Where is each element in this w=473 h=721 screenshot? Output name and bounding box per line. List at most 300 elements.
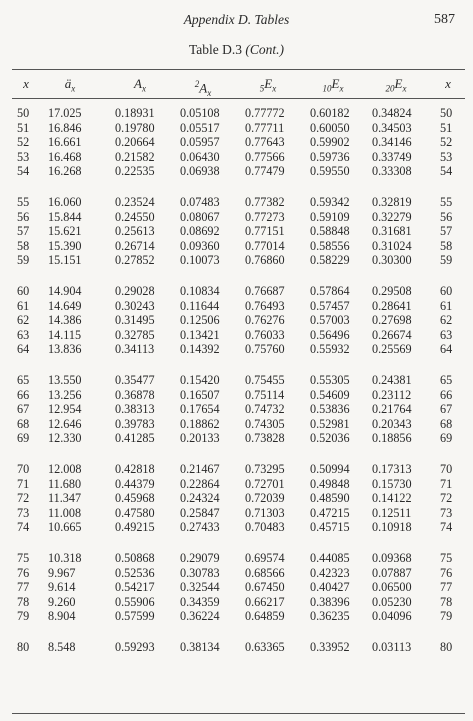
cell-insurance: 0.50868 xyxy=(115,551,155,565)
table-row xyxy=(0,106,473,121)
table-row xyxy=(0,253,473,268)
cell-x: 67 xyxy=(17,402,30,417)
cell-insurance: 0.21582 xyxy=(115,149,155,164)
cell-endowment-5: 0.72039 xyxy=(245,491,285,506)
table-top-rule xyxy=(12,69,465,70)
cell-endowment-20: 0.30300 xyxy=(372,253,412,268)
cell-x-right: 62 xyxy=(440,313,453,328)
cell-insurance: 0.23524 xyxy=(115,195,155,209)
cell-insurance: 0.29028 xyxy=(115,284,155,298)
cell-insurance-second-moment: 0.29079 xyxy=(180,551,220,565)
cell-endowment-20: 0.32819 xyxy=(372,195,412,209)
cell-endowment-5: 0.72701 xyxy=(245,476,285,491)
cell-annuity: 16.268 xyxy=(48,164,82,179)
running-title: Appendix D. Tables xyxy=(183,12,290,27)
cell-endowment-5: 0.77772 xyxy=(245,106,285,120)
table-row xyxy=(0,640,473,655)
cell-insurance: 0.36878 xyxy=(115,387,155,402)
col-header-annuity xyxy=(50,73,90,95)
col-header-endowment-10-pre: 10 xyxy=(322,83,332,94)
cell-endowment-20: 0.25569 xyxy=(372,342,412,357)
table-row xyxy=(0,210,473,225)
cell-annuity: 17.025 xyxy=(48,106,82,120)
cell-insurance: 0.35477 xyxy=(115,373,155,387)
cell-annuity: 16.060 xyxy=(48,195,82,209)
table-row xyxy=(0,224,473,239)
cell-endowment-20: 0.10918 xyxy=(372,520,412,535)
cell-insurance-second-moment: 0.24324 xyxy=(180,491,220,506)
cell-insurance-second-moment: 0.30783 xyxy=(180,565,220,580)
cell-annuity: 9.260 xyxy=(48,594,76,609)
cell-insurance-second-moment: 0.16507 xyxy=(180,387,220,402)
cell-x-right: 66 xyxy=(440,387,453,402)
cell-endowment-10: 0.42323 xyxy=(310,565,350,580)
cell-endowment-5: 0.75114 xyxy=(245,387,285,402)
cell-endowment-20: 0.33308 xyxy=(372,164,412,179)
table-note: (Cont.) xyxy=(245,42,285,57)
cell-endowment-5: 0.76033 xyxy=(245,327,285,342)
cell-endowment-20: 0.31681 xyxy=(372,224,412,239)
table-row xyxy=(0,595,473,610)
cell-insurance-second-moment: 0.32544 xyxy=(180,580,220,595)
table-header-rule xyxy=(12,98,465,99)
cell-x-right: 70 xyxy=(440,462,453,476)
cell-insurance: 0.18931 xyxy=(115,106,155,120)
cell-endowment-20: 0.26674 xyxy=(372,327,412,342)
table-caption xyxy=(0,42,473,58)
cell-x: 58 xyxy=(17,238,30,253)
cell-insurance-second-moment: 0.13421 xyxy=(180,327,220,342)
cell-endowment-5: 0.66217 xyxy=(245,594,285,609)
cell-annuity: 16.661 xyxy=(48,135,82,150)
cell-insurance: 0.39783 xyxy=(115,416,155,431)
cell-x-right: 77 xyxy=(440,580,453,595)
table-row xyxy=(0,551,473,566)
cell-annuity: 15.621 xyxy=(48,224,82,239)
col-header-insurance xyxy=(115,73,165,95)
col-header-insurance-second-moment-sub: x xyxy=(207,87,212,98)
cell-x-right: 58 xyxy=(440,238,453,253)
col-header-endowment-20-symbol: E xyxy=(394,76,403,91)
cell-endowment-10: 0.59550 xyxy=(310,164,350,179)
table-row xyxy=(0,417,473,432)
cell-endowment-20: 0.17313 xyxy=(372,462,412,476)
cell-endowment-10: 0.59736 xyxy=(310,149,350,164)
cell-endowment-20: 0.28641 xyxy=(372,298,412,313)
cell-endowment-10: 0.52981 xyxy=(310,416,350,431)
col-header-insurance-second-moment-pre: 2 xyxy=(194,79,200,89)
cell-x-right: 60 xyxy=(440,284,453,298)
cell-x: 79 xyxy=(17,609,30,624)
cell-endowment-10: 0.44085 xyxy=(310,551,350,565)
cell-insurance-second-moment: 0.34359 xyxy=(180,594,220,609)
cell-annuity: 15.844 xyxy=(48,209,82,224)
cell-insurance: 0.26714 xyxy=(115,238,155,253)
cell-insurance: 0.30243 xyxy=(115,298,155,313)
cell-x: 69 xyxy=(17,431,30,446)
cell-x-right: 55 xyxy=(440,195,453,209)
cell-annuity: 8.548 xyxy=(48,640,76,654)
cell-insurance: 0.49215 xyxy=(115,520,155,535)
cell-insurance: 0.42818 xyxy=(115,462,155,476)
cell-endowment-20: 0.23112 xyxy=(372,387,412,402)
cell-insurance-second-moment: 0.05108 xyxy=(180,106,220,120)
cell-x-right: 50 xyxy=(440,106,453,120)
cell-endowment-10: 0.48590 xyxy=(310,491,350,506)
cell-x-right: 52 xyxy=(440,135,453,150)
cell-x: 66 xyxy=(17,387,30,402)
cell-insurance-second-moment: 0.36224 xyxy=(180,609,220,624)
cell-endowment-20: 0.27698 xyxy=(372,313,412,328)
cell-x-right: 54 xyxy=(440,164,453,179)
table-row xyxy=(0,609,473,624)
cell-endowment-10: 0.47215 xyxy=(310,505,350,520)
cell-endowment-5: 0.77014 xyxy=(245,238,285,253)
cell-insurance-second-moment: 0.11644 xyxy=(180,298,220,313)
cell-insurance-second-moment: 0.20133 xyxy=(180,431,220,446)
cell-insurance: 0.27852 xyxy=(115,253,155,268)
cell-insurance-second-moment: 0.10073 xyxy=(180,253,220,268)
cell-x-right: 72 xyxy=(440,491,453,506)
cell-endowment-5: 0.76276 xyxy=(245,313,285,328)
cell-x: 72 xyxy=(17,491,30,506)
cell-endowment-10: 0.33952 xyxy=(310,640,350,654)
cell-endowment-20: 0.24381 xyxy=(372,373,412,387)
cell-insurance-second-moment: 0.06430 xyxy=(180,149,220,164)
table-row xyxy=(0,164,473,179)
cell-x-right: 79 xyxy=(440,609,453,624)
cell-x-right: 74 xyxy=(440,520,453,535)
cell-endowment-5: 0.75455 xyxy=(245,373,285,387)
cell-x-right: 71 xyxy=(440,476,453,491)
table-row xyxy=(0,121,473,136)
cell-endowment-5: 0.76493 xyxy=(245,298,285,313)
table-row xyxy=(0,566,473,581)
cell-insurance-second-moment: 0.08067 xyxy=(180,209,220,224)
col-header-annuity-sub: x xyxy=(71,83,76,94)
cell-annuity: 8.904 xyxy=(48,609,76,624)
table-row xyxy=(0,477,473,492)
cell-x: 53 xyxy=(17,149,30,164)
cell-endowment-5: 0.75760 xyxy=(245,342,285,357)
col-header-insurance-symbol: A xyxy=(134,76,142,91)
page-number: 587 xyxy=(434,12,455,27)
cell-endowment-10: 0.58229 xyxy=(310,253,350,268)
cell-insurance-second-moment: 0.05517 xyxy=(180,120,220,135)
cell-insurance: 0.47580 xyxy=(115,505,155,520)
cell-endowment-20: 0.18856 xyxy=(372,431,412,446)
col-header-endowment-20 xyxy=(368,73,424,95)
cell-endowment-5: 0.77566 xyxy=(245,149,285,164)
cell-endowment-10: 0.58848 xyxy=(310,224,350,239)
cell-endowment-20: 0.34824 xyxy=(372,106,412,120)
cell-endowment-20: 0.20343 xyxy=(372,416,412,431)
cell-endowment-10: 0.55932 xyxy=(310,342,350,357)
table-row xyxy=(0,491,473,506)
cell-x: 80 xyxy=(17,640,30,654)
col-header-endowment-10-sub: x xyxy=(339,83,344,94)
cell-insurance-second-moment: 0.18862 xyxy=(180,416,220,431)
col-header-endowment-5-sub: x xyxy=(272,83,277,94)
cell-x: 61 xyxy=(17,298,30,313)
cell-x-right: 69 xyxy=(440,431,453,446)
cell-endowment-20: 0.33749 xyxy=(372,149,412,164)
cell-x: 78 xyxy=(17,594,30,609)
cell-endowment-5: 0.73295 xyxy=(245,462,285,476)
col-header-x xyxy=(15,73,37,95)
cell-endowment-20: 0.05230 xyxy=(372,594,412,609)
cell-x-right: 59 xyxy=(440,253,453,268)
cell-x: 70 xyxy=(17,462,30,476)
cell-annuity: 15.151 xyxy=(48,253,82,268)
cell-annuity: 14.386 xyxy=(48,313,82,328)
page-header xyxy=(0,12,473,34)
cell-endowment-10: 0.60182 xyxy=(310,106,350,120)
cell-x: 76 xyxy=(17,565,30,580)
cell-insurance-second-moment: 0.38134 xyxy=(180,640,220,654)
cell-endowment-20: 0.31024 xyxy=(372,238,412,253)
cell-insurance-second-moment: 0.07483 xyxy=(180,195,220,209)
cell-insurance: 0.20664 xyxy=(115,135,155,150)
cell-insurance: 0.54217 xyxy=(115,580,155,595)
cell-endowment-5: 0.74305 xyxy=(245,416,285,431)
cell-annuity: 10.665 xyxy=(48,520,82,535)
cell-endowment-5: 0.71303 xyxy=(245,505,285,520)
cell-annuity: 12.646 xyxy=(48,416,82,431)
cell-annuity: 11.680 xyxy=(48,476,82,491)
cell-x-right: 51 xyxy=(440,120,453,135)
cell-endowment-10: 0.40427 xyxy=(310,580,350,595)
cell-x-right: 73 xyxy=(440,505,453,520)
cell-endowment-5: 0.77643 xyxy=(245,135,285,150)
cell-x-right: 67 xyxy=(440,402,453,417)
col-header-annuity-symbol: ä xyxy=(64,76,72,91)
cell-x-right: 61 xyxy=(440,298,453,313)
table-row xyxy=(0,373,473,388)
cell-x: 63 xyxy=(17,327,30,342)
cell-insurance: 0.19780 xyxy=(115,120,155,135)
cell-endowment-10: 0.56496 xyxy=(310,327,350,342)
cell-endowment-5: 0.77151 xyxy=(245,224,285,239)
col-header-insurance-second-moment-symbol: A xyxy=(199,80,208,96)
cell-insurance: 0.41285 xyxy=(115,431,155,446)
cell-x-right: 56 xyxy=(440,209,453,224)
cell-x: 75 xyxy=(17,551,30,565)
cell-insurance: 0.52536 xyxy=(115,565,155,580)
cell-x: 64 xyxy=(17,342,30,357)
cell-insurance-second-moment: 0.08692 xyxy=(180,224,220,239)
table-row xyxy=(0,195,473,210)
cell-endowment-10: 0.58556 xyxy=(310,238,350,253)
table-row xyxy=(0,388,473,403)
cell-endowment-10: 0.53836 xyxy=(310,402,350,417)
cell-insurance-second-moment: 0.17654 xyxy=(180,402,220,417)
cell-annuity: 12.954 xyxy=(48,402,82,417)
cell-insurance: 0.44379 xyxy=(115,476,155,491)
table-row xyxy=(0,462,473,477)
cell-endowment-10: 0.54609 xyxy=(310,387,350,402)
cell-x-right: 57 xyxy=(440,224,453,239)
table-row xyxy=(0,284,473,299)
col-header-endowment-5-pre: 5 xyxy=(259,83,265,94)
cell-endowment-10: 0.57003 xyxy=(310,313,350,328)
col-header-endowment-10-symbol: E xyxy=(331,76,340,91)
cell-annuity: 14.904 xyxy=(48,284,82,298)
cell-endowment-10: 0.59902 xyxy=(310,135,350,150)
cell-endowment-5: 0.63365 xyxy=(245,640,285,654)
cell-insurance-second-moment: 0.15420 xyxy=(180,373,220,387)
cell-x-right: 78 xyxy=(440,594,453,609)
cell-x: 68 xyxy=(17,416,30,431)
cell-endowment-5: 0.77479 xyxy=(245,164,285,179)
cell-endowment-10: 0.59109 xyxy=(310,209,350,224)
cell-endowment-5: 0.74732 xyxy=(245,402,285,417)
table-row xyxy=(0,299,473,314)
cell-insurance: 0.22535 xyxy=(115,164,155,179)
table-row xyxy=(0,328,473,343)
cell-endowment-5: 0.76860 xyxy=(245,253,285,268)
col-header-x-right-text: x xyxy=(445,76,451,91)
cell-endowment-5: 0.77382 xyxy=(245,195,285,209)
table-row xyxy=(0,313,473,328)
cell-insurance: 0.38313 xyxy=(115,402,155,417)
cell-x: 71 xyxy=(17,476,30,491)
cell-endowment-5: 0.76687 xyxy=(245,284,285,298)
cell-x: 73 xyxy=(17,505,30,520)
cell-x: 65 xyxy=(17,373,30,387)
cell-x: 74 xyxy=(17,520,30,535)
cell-insurance-second-moment: 0.06938 xyxy=(180,164,220,179)
table-row xyxy=(0,239,473,254)
table-bottom-rule xyxy=(12,713,465,714)
cell-x: 59 xyxy=(17,253,30,268)
cell-insurance: 0.59293 xyxy=(115,640,155,654)
cell-annuity: 16.846 xyxy=(48,120,82,135)
cell-endowment-20: 0.29508 xyxy=(372,284,412,298)
cell-insurance: 0.32785 xyxy=(115,327,155,342)
cell-endowment-10: 0.49848 xyxy=(310,476,350,491)
cell-insurance-second-moment: 0.22864 xyxy=(180,476,220,491)
cell-annuity: 14.115 xyxy=(48,327,82,342)
cell-annuity: 13.550 xyxy=(48,373,82,387)
cell-insurance-second-moment: 0.12506 xyxy=(180,313,220,328)
cell-x: 56 xyxy=(17,209,30,224)
cell-insurance: 0.24550 xyxy=(115,209,155,224)
cell-insurance-second-moment: 0.14392 xyxy=(180,342,220,357)
col-header-endowment-20-pre: 20 xyxy=(385,83,395,94)
cell-insurance-second-moment: 0.21467 xyxy=(180,462,220,476)
cell-x: 55 xyxy=(17,195,30,209)
table-row xyxy=(0,580,473,595)
cell-endowment-20: 0.15730 xyxy=(372,476,412,491)
cell-endowment-10: 0.59342 xyxy=(310,195,350,209)
cell-endowment-5: 0.77711 xyxy=(245,120,285,135)
table-row xyxy=(0,520,473,535)
cell-endowment-5: 0.64859 xyxy=(245,609,285,624)
table-row xyxy=(0,342,473,357)
cell-endowment-5: 0.70483 xyxy=(245,520,285,535)
cell-x: 60 xyxy=(17,284,30,298)
cell-insurance: 0.25613 xyxy=(115,224,155,239)
cell-endowment-20: 0.34503 xyxy=(372,120,412,135)
cell-x: 77 xyxy=(17,580,30,595)
col-header-endowment-5 xyxy=(243,73,293,95)
cell-insurance: 0.34113 xyxy=(115,342,155,357)
cell-endowment-20: 0.12511 xyxy=(372,505,412,520)
cell-insurance: 0.45968 xyxy=(115,491,155,506)
cell-annuity: 13.256 xyxy=(48,387,82,402)
cell-insurance-second-moment: 0.27433 xyxy=(180,520,220,535)
cell-annuity: 11.008 xyxy=(48,505,82,520)
cell-annuity: 11.347 xyxy=(48,491,82,506)
cell-annuity: 16.468 xyxy=(48,149,82,164)
cell-endowment-20: 0.03113 xyxy=(372,640,412,654)
cell-x-right: 80 xyxy=(440,640,453,654)
cell-endowment-20: 0.06500 xyxy=(372,580,412,595)
cell-annuity: 12.330 xyxy=(48,431,82,446)
cell-annuity: 12.008 xyxy=(48,462,82,476)
cell-x-right: 64 xyxy=(440,342,453,357)
cell-x-right: 68 xyxy=(440,416,453,431)
cell-insurance: 0.57599 xyxy=(115,609,155,624)
cell-x: 54 xyxy=(17,164,30,179)
cell-endowment-10: 0.57457 xyxy=(310,298,350,313)
cell-endowment-20: 0.32279 xyxy=(372,209,412,224)
cell-endowment-10: 0.38396 xyxy=(310,594,350,609)
cell-insurance: 0.55906 xyxy=(115,594,155,609)
cell-x: 50 xyxy=(17,106,30,120)
cell-endowment-5: 0.67450 xyxy=(245,580,285,595)
col-header-endowment-20-sub: x xyxy=(402,83,407,94)
cell-x-right: 65 xyxy=(440,373,453,387)
cell-x: 52 xyxy=(17,135,30,150)
col-header-x-text: x xyxy=(23,76,29,91)
cell-endowment-20: 0.09368 xyxy=(372,551,412,565)
cell-insurance-second-moment: 0.10834 xyxy=(180,284,220,298)
cell-x: 62 xyxy=(17,313,30,328)
cell-annuity: 14.649 xyxy=(48,298,82,313)
cell-annuity: 9.967 xyxy=(48,565,76,580)
col-header-endowment-10 xyxy=(305,73,361,95)
cell-x-right: 53 xyxy=(440,149,453,164)
cell-x: 51 xyxy=(17,120,30,135)
cell-endowment-10: 0.36235 xyxy=(310,609,350,624)
cell-annuity: 10.318 xyxy=(48,551,82,565)
cell-endowment-20: 0.07887 xyxy=(372,565,412,580)
table-row xyxy=(0,150,473,165)
cell-x: 57 xyxy=(17,224,30,239)
cell-endowment-10: 0.50994 xyxy=(310,462,350,476)
cell-endowment-10: 0.60050 xyxy=(310,120,350,135)
cell-endowment-10: 0.57864 xyxy=(310,284,350,298)
col-header-insurance-second-moment xyxy=(178,73,228,98)
cell-annuity: 13.836 xyxy=(48,342,82,357)
cell-endowment-10: 0.52036 xyxy=(310,431,350,446)
table-row xyxy=(0,506,473,521)
col-header-x-right xyxy=(437,73,459,95)
cell-annuity: 9.614 xyxy=(48,580,76,595)
table-label: Table D.3 xyxy=(188,42,243,57)
col-header-insurance-sub: x xyxy=(141,83,146,94)
cell-endowment-20: 0.34146 xyxy=(372,135,412,150)
cell-endowment-5: 0.68566 xyxy=(245,565,285,580)
cell-insurance: 0.31495 xyxy=(115,313,155,328)
cell-x-right: 63 xyxy=(440,327,453,342)
cell-x-right: 76 xyxy=(440,565,453,580)
cell-endowment-10: 0.45715 xyxy=(310,520,350,535)
cell-x-right: 75 xyxy=(440,551,453,565)
cell-endowment-5: 0.73828 xyxy=(245,431,285,446)
